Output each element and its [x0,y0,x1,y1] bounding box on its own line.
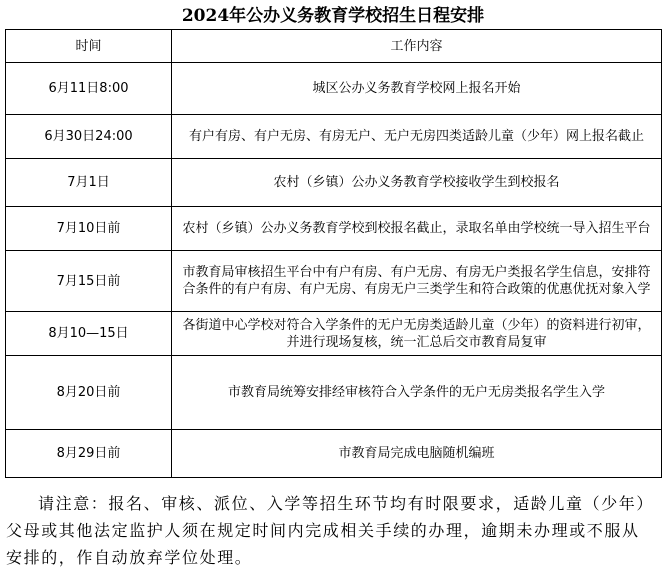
table-row [6,207,662,251]
time-cell: 7月10日前 [6,207,172,251]
content-cell: 市教育局完成电脑随机编班 [172,430,662,478]
table-row [6,356,662,430]
table-row [6,115,662,159]
time-cell: 6月30日24:00 [6,115,172,159]
table-header-row [6,30,662,63]
table-row [6,312,662,356]
header-content: 工作内容 [172,30,662,63]
content-cell: 有户有房、有户无房、有房无户、无户无房四类适龄儿童（少年）网上报名截止 [172,115,662,159]
content-cell: 农村（乡镇）公办义务教育学校到校报名截止，录取名单由学校统一导入招生平台 [172,207,662,251]
time-cell: 8月20日前 [6,356,172,430]
table-row [6,159,662,207]
table-row [6,251,662,312]
table-row [6,430,662,478]
content-cell: 市教育局审核招生平台中有户有房、有户无房、有房无户类报名学生信息，安排符合条件的有户有房、有户无房、有房无户三类学生和符合政策的优惠优抚对象入学 [172,251,662,312]
notice-paragraph: 请注意：报名、审核、派位、入学等招生环节均有时限要求，适龄儿童（少年）父母或其他法定监护人须在规定时间内完成相关手续的办理，逾期未办理或不服从安排的，作自动放弃学位处理。 [6,494,655,567]
time-cell: 7月1日 [6,159,172,207]
table-row [6,63,662,115]
document-title: 2024年公办义务教育学校招生日程安排 [181,6,485,26]
content-cell: 农村（乡镇）公办义务教育学校接收学生到校报名 [172,159,662,207]
schedule-table [5,29,662,478]
time-cell: 8月29日前 [6,430,172,478]
time-cell: 7月15日前 [6,251,172,312]
header-time: 时间 [6,30,172,63]
time-cell: 8月10—15日 [6,312,172,356]
content-cell: 市教育局统筹安排经审核符合入学条件的无户无房类报名学生入学 [172,356,662,430]
content-cell: 城区公办义务教育学校网上报名开始 [172,63,662,115]
content-cell: 各街道中心学校对符合入学条件的无户无房类适龄儿童（少年）的资料进行初审，并进行现场复核，统一汇总后交市教育局复审 [172,312,662,356]
time-cell: 6月11日8:00 [6,63,172,115]
